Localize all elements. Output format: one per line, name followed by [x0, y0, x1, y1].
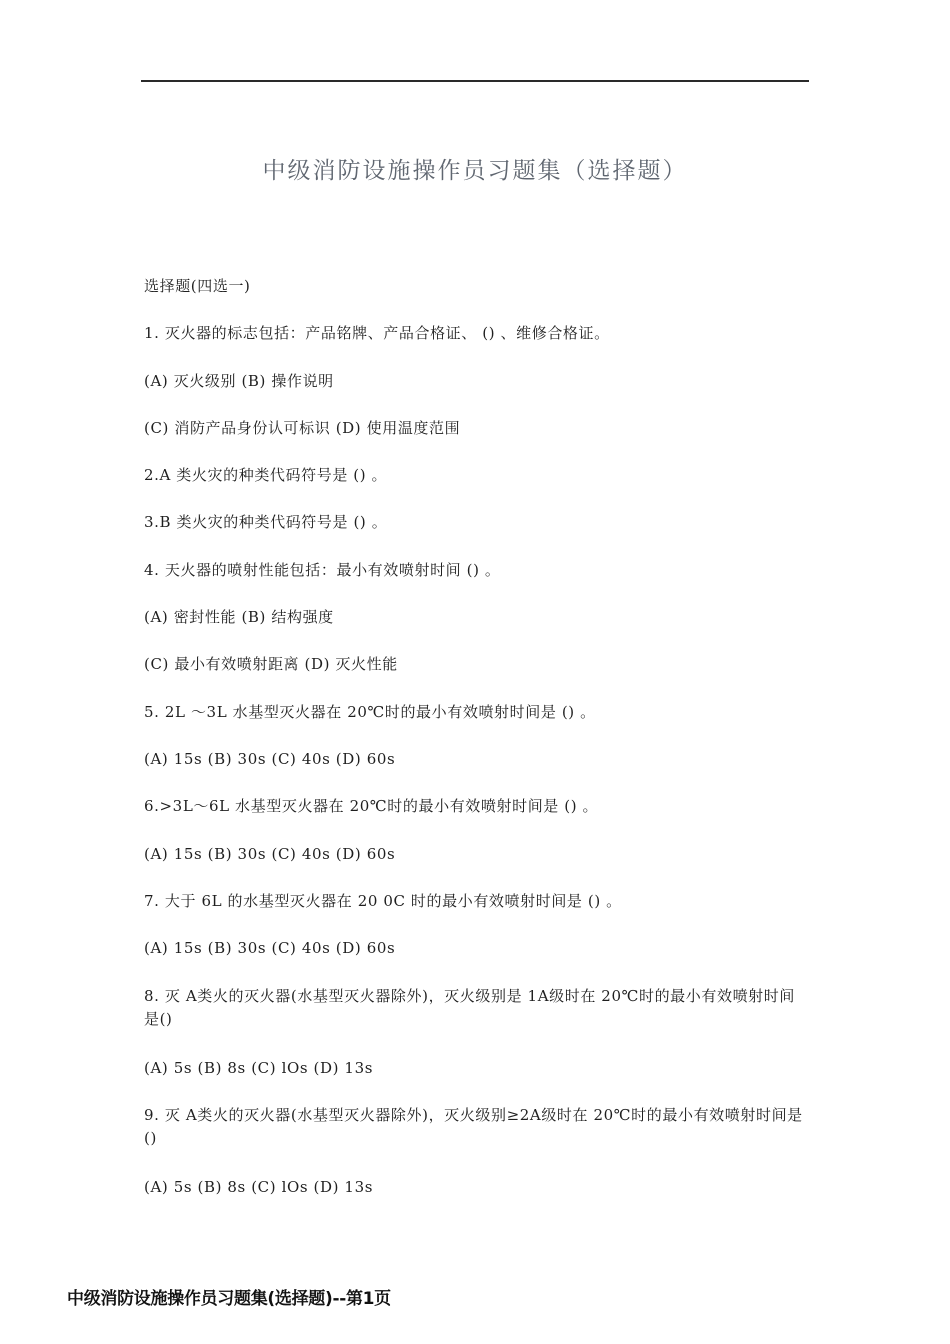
question-5-options: (A) 15s (B) 30s (C) 40s (D) 60s [144, 750, 396, 768]
question-4-options-ab: (A) 密封性能 (B) 结构强度 [144, 608, 334, 626]
question-3: 3.B 类火灾的种类代码符号是 () 。 [144, 513, 388, 531]
question-9: 9. 灭 A类火的灭火器(水基型灭火器除外)，灭火级别≥2A级时在 20℃时的最小有效喷射时间是() [144, 1106, 803, 1147]
question-1-options-ab: (A) 灭火级别 (B) 操作说明 [144, 372, 334, 390]
question-2: 2.A 类火灾的种类代码符号是 () 。 [144, 466, 388, 484]
question-4-options-cd: (C) 最小有效喷射距离 (D) 灭火性能 [144, 655, 398, 673]
question-4: 4. 天火器的喷射性能包括：最小有效喷射时间 () 。 [144, 561, 501, 579]
question-7-options: (A) 15s (B) 30s (C) 40s (D) 60s [144, 939, 396, 957]
question-7: 7. 大于 6L 的水基型灭火器在 20 0C 时的最小有效喷射时间是 () 。 [144, 892, 622, 910]
page-footer: 中级消防设施操作员习题集(选择题)--第1页 [67, 1289, 391, 1309]
question-1: 1. 灭火器的标志包括：产品铭牌、产品合格证、 () 、维修合格证。 [144, 324, 610, 342]
question-1-options-cd: (C) 消防产品身份认可标识 (D) 使用温度范围 [144, 419, 461, 437]
question-9-options: (A) 5s (B) 8s (C) lOs (D) 13s [144, 1178, 374, 1196]
question-8: 8. 灭 A类火的灭火器(水基型灭火器除外)，灭火级别是 1A级时在 20℃时的最小有效喷射时间是() [144, 987, 795, 1028]
question-8-options: (A) 5s (B) 8s (C) lOs (D) 13s [144, 1059, 374, 1077]
question-5: 5. 2L ～3L 水基型灭火器在 20℃时的最小有效喷射时间是 () 。 [144, 703, 596, 721]
header-rule [141, 80, 809, 82]
question-6-options: (A) 15s (B) 30s (C) 40s (D) 60s [144, 845, 396, 863]
question-6: 6.>3L～6L 水基型灭火器在 20℃时的最小有效喷射时间是 () 。 [144, 797, 599, 815]
section-heading: 选择题(四选一) [144, 277, 251, 295]
document-title: 中级消防设施操作员习题集（选择题） [262, 158, 688, 184]
